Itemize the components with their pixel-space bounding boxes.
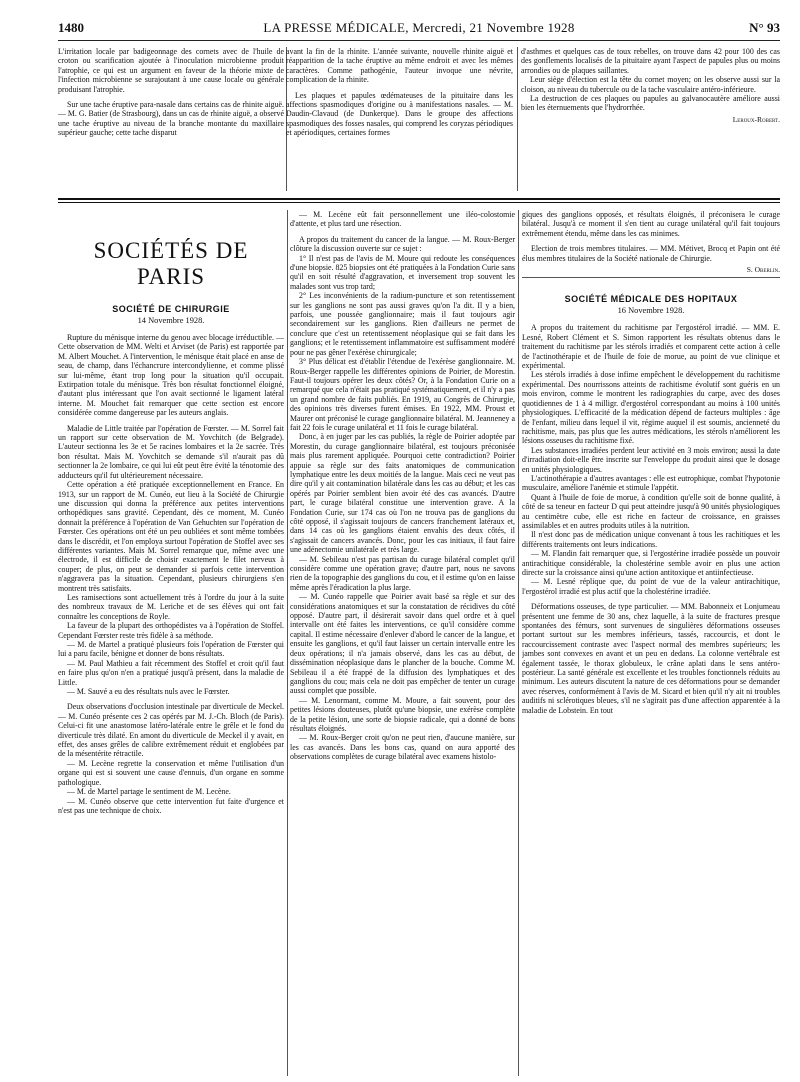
divider — [522, 277, 780, 278]
paragraph: avant la fin de la rhinite. L'année suivante, nouvelle rhinite aiguë et réapparition de la tache éruptive au même endroit et avec les mêmes caractères. Comme pathogénie, l'auteur invoque une névrite, complication de la rhinite. — [286, 47, 513, 85]
column-divider — [518, 210, 519, 1076]
page-header — [58, 18, 780, 41]
paragraph: Donc, à en juger par les cas publiés, la règle de Poirier adoptée par Morestin, du curage ganglionnaire bilatéral, est toujours préconisée mais plus rarement appliquée. Pourquoi cette contradiction? Poirier appuie sa règle sur des faits anatomiques de communication lymphatique entre les deux moitiés de la langue. Mais ceci ne veut pas dire qu'il y ait contamination bilatérale dans les cas au début; et les cas opérés par Poirier semblent bien avoir été des cas avancés. D'autre part, le curage bilatéral constitue une intervention grave. A la Fondation Curie, sur 174 cas où l'on ne trouva pas de ganglions du côté opposé, il s'agissait toujours de cancers franchement latéraux et, dans 14 cas où les ganglions étaient envahis des deux côtés, il s'agissait de cancers avancés. Donc, pour les cas initiaux, il faut faire une adénectomie unilatérale et très large. — [290, 432, 515, 555]
paragraph: — M. Sebileau n'est pas partisan du curage bilatéral complet qu'il considère comme une opération grave; d'autre part, nous ne savons rien de la topographie des ganglions du cou, et il estime qu'on en laisse même après l'éradication la plus large. — [290, 554, 515, 592]
journal-title: LA PRESSE MÉDICALE, Mercredi, 21 Novembre 1928 — [263, 20, 575, 35]
column-divider — [517, 47, 518, 191]
paragraph: L'actinothérapie a d'autres avantages : elle est eutrophique, combat l'hypotonie musculaire, améliore l'anémie et stimule l'appétit. — [522, 473, 780, 493]
paragraph: giques des ganglions opposés, et résultats éloignés, il préconisera le curage bilatéral. Jusqu'à ce moment il s'en tient au curage unilatéral qu'il fait toujours extrêmement étendu, même dans les cas minimes. — [522, 210, 780, 238]
paragraph: Election de trois membres titulaires. — MM. Métivet, Brocq et Papin ont été élus membres titulaires de la Société nationale de Chirurgie. — [522, 244, 780, 263]
paragraph: — M. Sauvé a eu des résultats nuls avec le Fœrster. — [67, 687, 230, 697]
paragraph: Maladie de Little traitée par l'opération de Fœrster. — M. Sorrel fait un rapport sur cette observation de M. Yovchitch (de Belgrade). L'auteur sectionna les 3e et 5e racines lombaires et la 2e sacrée. Très bon résultat. Mais M. Yovchitch se demande s'il n'aurait pas dû sectionner la 2e lombaire, ce qui lui eût peut être évité la ténotomie des adducteurs qu'il fut ultérieurement nécessaire. — [58, 423, 284, 480]
top-column-2 — [286, 47, 513, 191]
paragraph: — M. de Martel partage le sentiment de M. Lecène. — [67, 787, 231, 797]
page-number: 1480 — [58, 20, 84, 35]
paragraph: 1° Il n'est pas de l'avis de M. Moure qui redoute les conséquences d'une biopsie. 825 biopsies ont été pratiquées à la Fondation Curie sans qu'il en soit résulté d'aggravation, et inversement trop souvent les malades sont vus trop tard; — [290, 253, 515, 291]
paragraph: — M. Cunéo observe que cette intervention fut faite d'urgence et n'est pas une technique de choix. — [58, 796, 284, 815]
paragraph: 2° Les inconvénients de la radium-puncture et son retentissement sur les ganglions ne sont pas aussi graves qu'on l'a dit. Il y a bien, parfois, une poussée ganglionnaire; mais il faut toujours agir secondairement sur les ganglions. Rien d'ailleurs ne permet de conclure que c'est un retentissement néoplasique qui se fait dans les ganglions; et le retentissement inflammatoire est suffisamment modéré pour ne pas gêner l'exérèse chirurgicale; — [290, 291, 515, 357]
paragraph: Leur siège d'élection est la tête du cornet moyen; on les observe aussi sur la cloison, au niveau du tubercule ou de la tache vasculaire antéro-inférieure. — [521, 75, 780, 94]
paragraph: Sur une tache éruptive para-nasale dans certains cas de rhinite aiguë. — M. G. Batier (de Strasbourg), dans un cas de rhinite aiguë, a observé une tache éruptive au niveau de la branche montante du maxillaire supérieur gauche; cette tache disparut — [58, 100, 284, 138]
column-3 — [522, 210, 780, 1076]
column-divider — [287, 210, 288, 1076]
section-rule — [58, 198, 780, 200]
column-2 — [290, 210, 515, 1076]
paragraph: — M. Lesné réplique que, du point de vue de la valeur antirachitique, l'ergostérol irradié est plus actif que la cholestérine irradiée. — [522, 577, 780, 596]
signature: S. Oberlin. — [746, 265, 780, 275]
paragraph: — M. Flandin fait remarquer que, si l'ergostérine irradiée possède un pouvoir antirachitique considérable, la cholestérine semble avoir en plus une action directe sur la croissance ainsi qu'une action antitoxique et antiinfectieuse. — [522, 549, 780, 577]
paragraph: Il n'est donc pas de médication unique convenant à tous les rachitiques et les différents traitements ont leurs indications. — [522, 530, 780, 549]
paragraph: La destruction de ces plaques ou papules au galvanocautère améliore aussi bien les éternuements que l'hydrorrhée. — [521, 94, 780, 113]
section-title: SOCIÉTÉS DE PARIS — [93, 238, 249, 289]
paragraph: Déformations osseuses, de type particulier. — MM. Babonneix et Lonjumeau présentent une femme de 30 ans, chez laquelle, à la suite de fractures presque spontanées des fémurs, sont survenues de singulières déformations osseuses portant surtout sur les membres inférieurs, tassés, raccourcis, et dont le raccourcissement contraste avec l'aspect normal des membres supérieurs; les jambes sont convexes en avant et un peu en dedans. La colonne vertébrale est également tassée, le thorax globuleux, le crâne aplati dans le sens antéro-postérieur. La santé générale est excellente et les troubles fonctionnels réduits au minimum. Les auteurs discutent la nature de ces déformations pour se demander avec réserves, conformément à l'avis de M. Sicard et bien qu'il n'y ait ni troubles auditifs ni sclérotiques bleues, s'il ne s'agirait pas d'une affection apparentée à la maladie de Lobstein. En tout — [522, 602, 780, 715]
paragraph: — M. Cunéo rappelle que Poirier avait basé sa règle et sur des considérations anatomiques et sur la constatation de récidives du côté opposé. D'autre part, il désirerait savoir dans quel ordre et à quel intervalle ont été faites les interventions, ce qu'il considère comme capital. Il estime nécessaire d'enlever d'abord le cancer de la langue, et ensuite les ganglions, et qu'il faut laisser un certain intervalle entre les deux opérations; il n'a jamais observé, dans les cas au début, de dissémination néoplasique dans le plancher de la bouche. Comme M. Sebileau il a été frappé de la diffusion des lymphatiques et des ganglions du cou; mais cela ne doit pas empêcher de tenter un curage aussi complet que possible. — [290, 592, 515, 696]
paragraph: d'asthmes et quelques cas de toux rebelles, on trouve dans 42 pour 100 des cas des gonflements localisés de la pituitaire ayant l'aspect de papules plus ou moins arrondies ou de plaques saillantes. — [521, 47, 780, 75]
paragraph: Quant à l'huile de foie de morue, à condition qu'elle soit de bonne qualité, à côté de sa teneur en facteur D qui peut atteindre jusqu'à 90 unités physiologiques au centimètre cube, elle est riche en facteur de croissance, en graisses assimilables et en autres produits utiles à la nutrition. — [522, 492, 780, 530]
paragraph: Cette opération a été pratiquée exceptionnellement en France. En 1913, sur un rapport de M. Cunéo, eut lieu à la Société de Chirurgie une discussion qui donna la préférence aux petites interventions orthopédiques sans gravité. Cependant, dès ce moment, M. Cunéo donnait la préférence à l'opération de Van Gehuchten sur l'opération de Fœrster. Ces opérations ont été un peu oubliées et sont même tombées dans le discrédit, et l'on employa surtout l'opération de Stoffel avec ses différentes variantes. Mais M. Sorrel remarque que, même avec une électrode, il est difficile de choisir exactement le filet nerveux à couper; de plus, on peut se demander si parfois cette intervention n'aggravera pas la situation. Cependant, plusieurs chirurgiens s'en montrent très satisfaits. — [58, 480, 284, 593]
top-column-1 — [58, 47, 284, 191]
paragraph: La faveur de la plupart des orthopédistes va à l'opération de Stoffel. Cependant Fœrster reste très fidèle à sa méthode. — [58, 621, 284, 640]
paragraph: A propos du traitement du cancer de la langue. — M. Roux-Berger clôture la discussion ouverte sur ce sujet : — [290, 234, 515, 254]
paragraph: — M. Lecène eût fait personnellement une iléo-colostomie d'attente, et plus tard une résection. — [290, 210, 515, 229]
paragraph: Les substances irradiées perdent leur activité en 3 mois environ; aussi la date d'irradiation doit-elle être inscrite sur l'enveloppe du produit ainsi que le dosage en unités physiologiques. — [522, 445, 780, 474]
session-date: 16 Novembre 1928. — [617, 306, 685, 316]
paragraph: Rupture du ménisque interne du genou avec blocage irréductible. — Cette observation de MM. Welti et Arviset (de Paris) est rapportée par M. Albert Mouchet. A l'intervention, le ménisque était placé en anse de seau, de champ, dans l'échancrure intercondylienne, et comme plissé sur lui-même, étant trop long pour la situation qu'il occupait. Extirpation totale du ménisque. Très bon résultat fonctionnel éloigné, d'autant plus intéressant que l'on avait sectionné le ligament latéral interne. M. Mouchet fait remarquer que cette section est encore considérée comme dangereuse par les auteurs anglais. — [58, 333, 284, 418]
paragraph: 3° Plus délicat est d'établir l'étendue de l'exérèse ganglionnaire. M. Roux-Berger rappelle les différentes opinions de Poirier, de Morestin. Faut-il toujours opérer les deux côtés? Or, à la Fondation Curie on a remarqué que cela n'était pas pratiqué systématiquement, et il n'y a pas un grand nombre de faits publiés. En 1919, au Congrès de Chirurgie, des opinions très diverses furent émises. En 1922, MM. Proust et Maurer ont préconisé le curage ganglionnaire bilatéral. M. Jeanneney a fait 22 fois le curage unilatéral et 11 fois le curage bilatéral. — [290, 357, 515, 432]
paragraph: — M. Roux-Berger croit qu'on ne peut rien, d'aucune manière, sur les cas avancés. Dans les bons cas, quand on aura apporté des observations complètes de curage bilatéral avec examens histolo- — [290, 733, 515, 762]
society-heading: SOCIÉTÉ DE CHIRURGIE — [112, 304, 230, 314]
section-rule-thin — [58, 202, 780, 203]
society-heading: SOCIÉTÉ MÉDICALE DES HOPITAUX — [564, 294, 738, 305]
issue-number: N° 93 — [749, 20, 780, 35]
paragraph: Deux observations d'occlusion intestinale par diverticule de Meckel. — M. Cunéo présente ces 2 cas opérés par M. J.-Ch. Bloch (de Paris). Celui-ci fit une anastomose latéro-latérale entre le grêle et le fond du diverticule très dilaté. En amont du diverticule de Meckel il y avait, en effet, des anses grêles de calibre extrêmement réduit et englobées par de la mésentérite rétractile. — [58, 702, 284, 759]
paragraph: Les stérols irradiés à dose infime empêchent le développement du rachitisme expérimental. Des nourrissons atteints de rachitisme évolutif sont guéris en un mois environ, comme le montrent les radiographies du carpe, avec des doses quotidiennes de 1 à 4 milligr. d'ergostérol correspondant au moins à 100 unités physiologiques. L'efficacité de la médication dépend de facteurs multiples : âge de l'enfant, milieu dans lequel il vit, régime auquel il est soumis, ancienneté du rachitisme, mais, pas plus que les autres médications, les stérols n'améliorent les lésions osseuses du rachitisme fixé. — [522, 370, 780, 446]
paragraph: — M. Lenormant, comme M. Moure, a fait souvent, pour des petites lésions douteuses, plutôt qu'une biopsie, une exérèse complète de la petite lésion, une sorte de biopsie radicale, qui a donné de bons résultats éloignés. — [290, 695, 515, 733]
column-1 — [58, 210, 284, 1076]
paragraph: Les plaques et papules œdémateuses de la pituitaire dans les affections spasmodiques d'origine ou à manifestations nasales. — M. Daudin-Clavaud (de Dunkerque). Dans le groupe des affections spasmodiques des fosses nasales, qui comprend les coryzas périodiques et apériodiques, certaines formes — [286, 90, 513, 138]
signature: Leroux-Robert. — [732, 114, 780, 124]
paragraph: — M. Lecène regrette la conservation et même l'utilisation d'un organe qui est si souvent une cause d'ennuis, d'un organe en somme pathologique. — [58, 758, 284, 787]
paragraph: A propos du traitement du rachitisme par l'ergostérol irradié. — MM. E. Lesné, Robert Clément et S. Simon rapportent les résultats obtenus dans le traitement du rachitisme par les stérols irradiés et comparent cette action à celle de l'actinothérapie et de l'huile de foie de morue, au point de vue clinique et expérimental. — [522, 323, 780, 371]
paragraph: Les ramisections sont actuellement très à l'ordre du jour à la suite des nombreux travaux de M. Leriche et de ses élèves qui ont fait connaître les conceptions de Royle. — [58, 592, 284, 621]
paragraph: — M. Paul Mathieu a fait récemment des Stoffel et croit qu'il faut en faire plus qu'on n'en a pratiqué jusqu'à présent, dans la maladie de Little. — [58, 658, 284, 687]
session-date: 14 Novembre 1928. — [137, 316, 205, 325]
paragraph: — M. de Martel a pratiqué plusieurs fois l'opération de Fœrster qui lui a paru facile, bénigne et donner de bons résultats. — [58, 640, 284, 659]
top-column-3 — [521, 47, 780, 191]
paragraph: L'irritation locale par badigeonnage des cornets avec de l'huile de croton ou scarification ajoutée à l'inoculation microbienne produit l'atrophie, ce qui est un argument en faveur de la théorie mixte de l'infection microbienne se surajoutant à une cause locale ou générale produisant l'atrophie. — [58, 47, 284, 94]
